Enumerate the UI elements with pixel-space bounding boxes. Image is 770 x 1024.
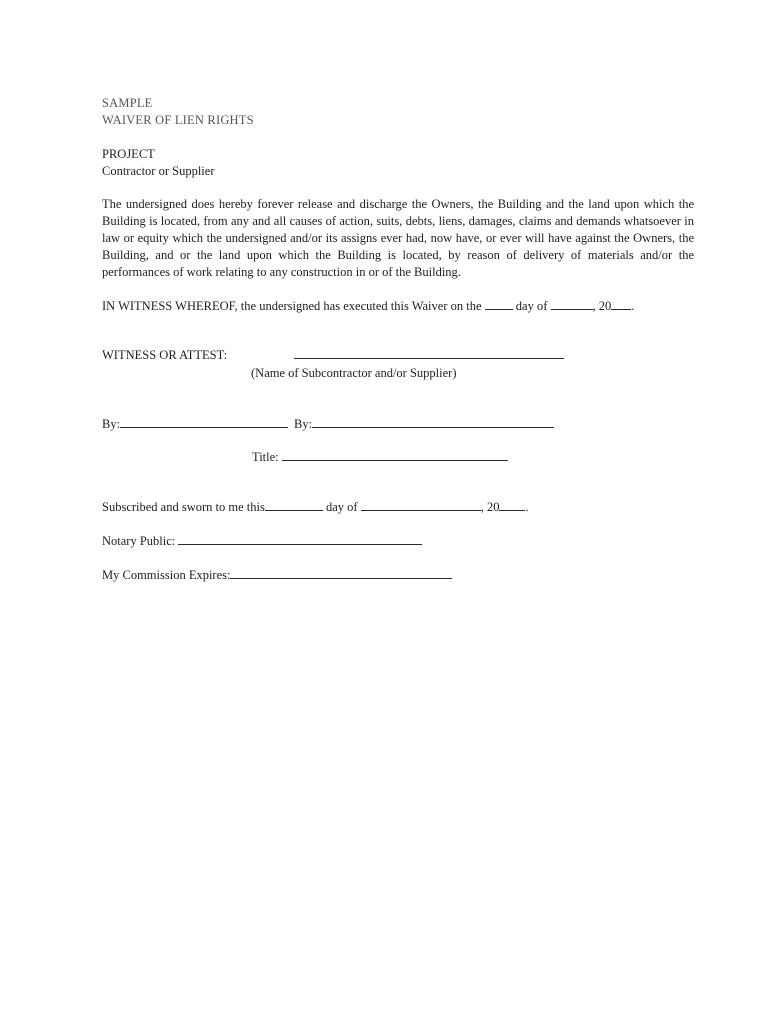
sworn-text-3: , 20 (480, 500, 500, 514)
witness-whereof-line (102, 298, 634, 314)
witness-whereof-text-1: IN WITNESS WHEREOF, the undersigned has executed this Waiver on the (102, 299, 482, 313)
witness-attest-label: WITNESS OR ATTEST: (102, 348, 228, 362)
document-label-sample: SAMPLE (102, 96, 153, 110)
notary-public-label: Notary Public: (102, 534, 176, 548)
notary-public-line[interactable] (178, 533, 422, 545)
commission-expires-label: My Commission Expires: (102, 568, 231, 582)
by-signature-1 (102, 416, 288, 432)
sworn-text-1: Subscribed and sworn to me this (102, 500, 265, 514)
release-paragraph: The undersigned does hereby forever release and discharge the Owners, the Building and the land upon which the Building is located, from any and all causes of action, suits, debts, liens, damages, claims and demands whatsoever in law or equity which the undersigned and/or its assigns ever had, now have, or ever will have against the Owners, the Building, and or the land upon which the Building is located, by reason of delivery of materials and/or the performances of work relating to any construction in or of the Building. (102, 197, 694, 279)
subcontractor-name-caption: (Name of Subcontractor and/or Supplier) (251, 366, 457, 380)
by-label-2: By: (294, 417, 313, 431)
witness-whereof-text-3: , 20 (592, 299, 612, 313)
title-label: Title: (252, 450, 279, 464)
contractor-label: Contractor or Supplier (102, 164, 215, 178)
witness-whereof-text-2: day of (515, 299, 548, 313)
title-line[interactable] (282, 449, 508, 461)
commission-expires-line[interactable] (230, 567, 452, 579)
title-field (252, 449, 508, 465)
witness-whereof-text-4: . (631, 299, 635, 313)
year-blank[interactable] (611, 298, 631, 310)
day-blank[interactable] (485, 298, 513, 310)
sworn-line (102, 499, 529, 515)
sworn-year-blank[interactable] (499, 499, 525, 511)
month-blank[interactable] (551, 298, 593, 310)
sworn-day-blank[interactable] (265, 499, 323, 511)
sworn-month-blank[interactable] (361, 499, 481, 511)
document-title: WAIVER OF LIEN RIGHTS (102, 113, 254, 127)
subcontractor-name-line[interactable] (294, 358, 564, 359)
notary-public-field (102, 533, 422, 549)
by-label-1: By: (102, 417, 121, 431)
by-signature-line-1[interactable] (120, 416, 288, 428)
project-label: PROJECT (102, 147, 155, 161)
sworn-text-2: day of (325, 500, 358, 514)
by-signature-2 (294, 416, 554, 432)
sworn-text-4: . (525, 500, 529, 514)
commission-expires-field (102, 567, 452, 583)
by-signature-line-2[interactable] (312, 416, 554, 428)
